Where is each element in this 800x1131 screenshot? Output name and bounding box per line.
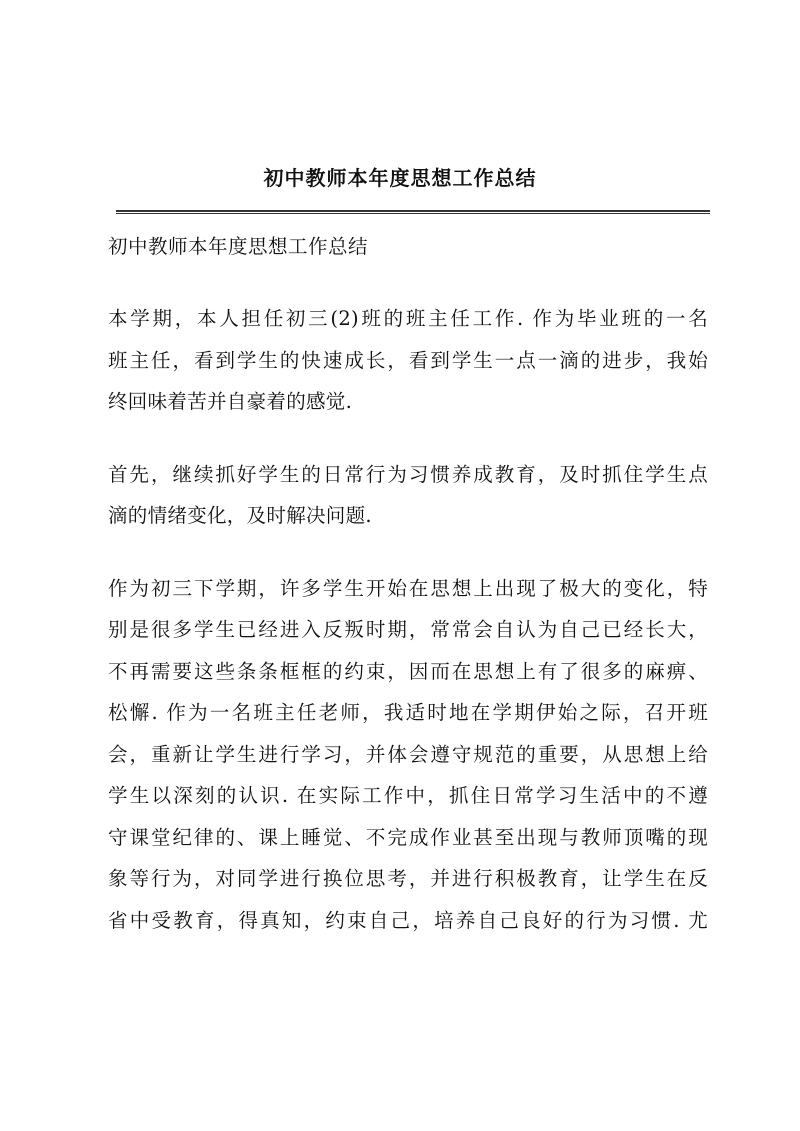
text-line: 守课堂纪律的、课上睡觉、不完成作业甚至出现与教师顶嘴的现 [108, 825, 708, 849]
text-line: 首先，继续抓好学生的日常行为习惯养成教育，及时抓住学生点 [108, 462, 708, 486]
text-line: 终回味着苦并自豪着的感觉. [108, 390, 353, 413]
text-line: 作为初三下学期，许多学生开始在思想上出现了极大的变化，特 [108, 576, 708, 600]
text-line: 别是很多学生已经进入反叛时期，常常会自认为自己已经长大， [108, 618, 708, 641]
text-line: 省中受教育，得真知，约束自己，培养自己良好的行为习惯. 尤 [108, 908, 708, 932]
text-line: 会，重新让学生进行学习，并体会遵守规范的重要，从思想上给 [108, 742, 708, 766]
text-line: 班主任，看到学生的快速成长，看到学生一点一滴的进步，我始 [108, 348, 708, 372]
text-line: 不再需要这些条条框框的约束，因而在思想上有了很多的麻痹、 [108, 659, 708, 683]
text-line: 象等行为，对同学进行换位思考，并进行积极教育，让学生在反 [108, 867, 708, 890]
paragraph-2 [108, 454, 708, 537]
title-divider [116, 210, 710, 214]
text-line: 本学期，本人担任初三(2)班的班主任工作. 作为毕业班的一名 [108, 307, 708, 330]
paragraph-1 [108, 298, 708, 423]
text-line: 学生以深刻的认识. 在实际工作中，抓住日常学习生活中的不遵 [108, 784, 708, 807]
document-title: 初中教师本年度思想工作总结 [263, 166, 537, 190]
text-line: 滴的情绪变化，及时解决问题. [108, 504, 372, 527]
text-line: 松懈. 作为一名班主任老师，我适时地在学期伊始之际，召开班 [108, 701, 708, 724]
document-body [108, 226, 708, 972]
document-subtitle: 初中教师本年度思想工作总结 [108, 235, 369, 258]
paragraph-3 [108, 568, 708, 942]
